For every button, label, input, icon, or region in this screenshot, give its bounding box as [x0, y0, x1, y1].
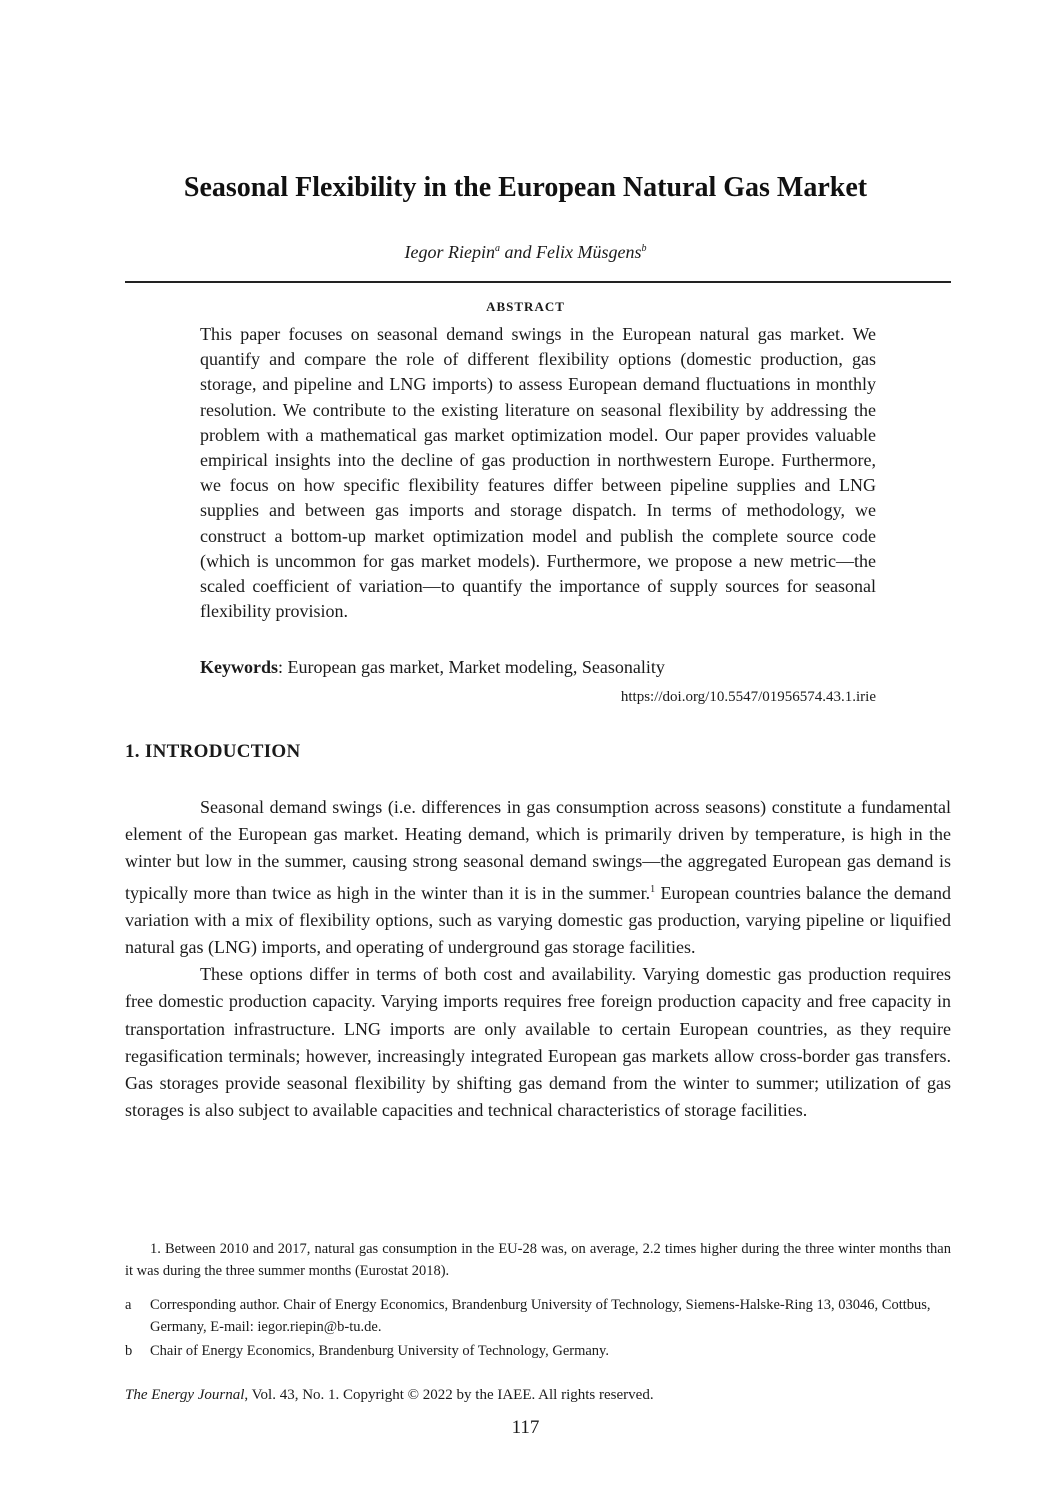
keywords-text: : European gas market, Market modeling, Seasonality — [278, 657, 665, 677]
author-affiliation-mark: a — [495, 243, 500, 254]
paragraph-text: Seasonal demand swings (i.e. differences in gas consumption across seasons) constitute a fundamental element of the European gas market. Heating demand, which is primarily driven by temperature, is high in the winter but low in the summer, causing strong seasonal demand swings—the aggregated European gas demand is typically more than twice as high in the winter than it is in the summer. — [125, 797, 951, 903]
journal-citation — [125, 1387, 654, 1404]
footnote-ref[interactable]: 1 — [650, 883, 656, 895]
paragraph: These options differ in terms of both cost and availability. Varying domestic gas production requires free domestic production capacity. Varying imports requires free foreign production capacity and free capacity in transportation infrastructure. LNG imports are only available to certain European countries, as they require regasification terminals; however, increasingly integrated European gas markets allow cross-border gas transfers. Gas storages provide seasonal flexibility by shifting gas demand from the winter to summer; utilization of gas storages is also subject to available capacities and technical characteristics of storage facilities. — [125, 964, 951, 1121]
body-text — [125, 794, 951, 1124]
doi-link[interactable]: https://doi.org/10.5547/01956574.43.1.irie — [620, 689, 876, 705]
author-conjunction: and — [500, 242, 536, 262]
paragraph-text: European countries balance the demand variation with a mix of flexibility options, such as varying domestic gas production, varying pipeline or liquified natural gas (LNG) imports, and operating of underground gas storage facilities. — [125, 882, 951, 958]
abstract-text: This paper focuses on seasonal demand swings in the European natural gas market. We quantify and compare the role of different flexibility options (domestic production, gas storage, and pipeline and LNG imports) to assess European demand fluctuations in monthly resolution. We contribute to the existing literature on seasonal flexibility by addressing the problem with a mathematical gas market optimization model. Our paper provides valuable empirical insights into the decline of gas production in northwestern Europe. Furthermore, we focus on how specific flexibility features differ between pipeline supplies and LNG supplies and between gas imports and storage dispatch. In terms of methodology, we construct a bottom-up market optimization model and publish the complete source code (which is uncommon for gas market models). Furthermore, we propose a new metric—the scaled coefficient of variation—to quantify the importance of supply sources for seasonal flexibility provision. — [200, 324, 876, 622]
affiliation-text: Corresponding author. Chair of Energy Economics, Brandenburg University of Technology, Siemens-Halske-Ring 13, 03046, Cottbus, Germany, E-mail: iegor.riepin@b-tu.de. — [150, 1297, 931, 1335]
affiliation — [125, 1294, 951, 1338]
author-affiliation-mark: b — [641, 243, 647, 254]
section-heading: 1. INTRODUCTION — [125, 741, 301, 762]
author-name: Iegor Riepin — [404, 242, 495, 262]
affiliation-text: Chair of Energy Economics, Brandenburg University of Technology, Germany. — [150, 1343, 609, 1359]
affiliation-tag: a — [125, 1297, 132, 1313]
journal-details: , Vol. 43, No. 1. Copyright © 2022 by the IAEE. All rights reserved. — [244, 1387, 654, 1403]
abstract-heading: ABSTRACT — [486, 299, 565, 314]
header-divider — [125, 281, 951, 283]
paragraph — [125, 794, 951, 961]
paper-title: Seasonal Flexibility in the European Natural Gas Market — [183, 172, 868, 203]
affiliation-tag: b — [125, 1343, 133, 1359]
author-name: Felix Müsgens — [536, 242, 642, 262]
keywords-line — [200, 655, 876, 680]
keywords-label: Keywords — [200, 657, 278, 677]
page-number: 117 — [511, 1417, 540, 1438]
author-line — [0, 242, 1051, 263]
footnote: 1. Between 2010 and 2017, natural gas consumption in the EU-28 was, on average, 2.2 times higher during the three winter months than it was during the three summer months (Eurostat 2018). — [125, 1241, 951, 1279]
journal-name: The Energy Journal — [125, 1387, 245, 1403]
affiliation — [125, 1340, 951, 1362]
